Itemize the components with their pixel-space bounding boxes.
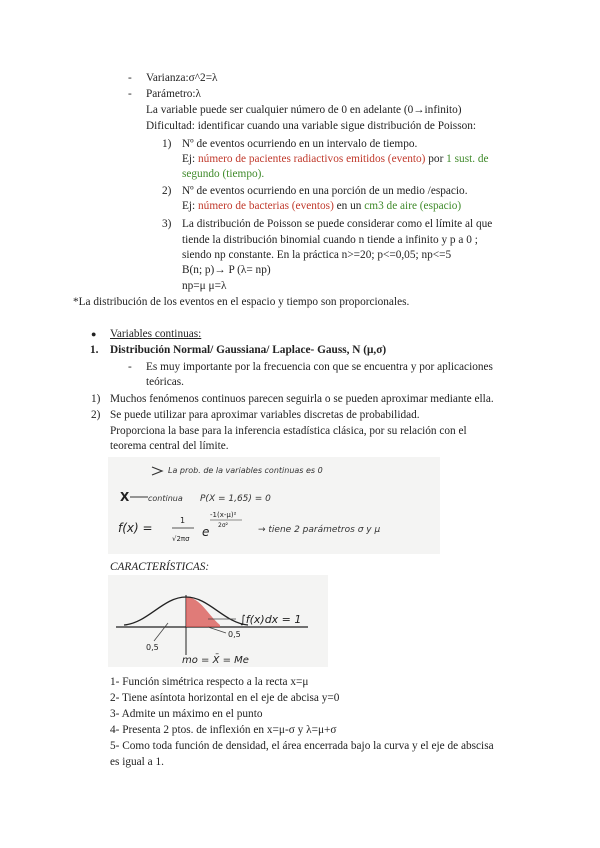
example-prefix: Ej: [182,200,199,212]
list-number: 3) [162,218,172,230]
normal-item-2: Se puede utilizar para aproximar variables discretas de probabilidad. [110,409,420,421]
poisson-item-3-line-3: siendo np constante. En la práctica n>=20; p<=0,05; np<=5 [182,249,452,261]
characteristic-5-line-2: es igual a 1. [110,756,164,768]
hw-text: √2πσ [172,535,190,543]
arrow-icon [152,467,162,475]
variables-continuas-header: Variables continuas: [110,328,202,340]
poisson-item-3-line-2: tiende la distribución binomial cuando n tiende a infinito y p a 0 ; [182,234,478,246]
example-event: número de pacientes radiactivos emitidos (evento) [198,153,426,165]
hw-text: ∫f(x)dx = 1 [240,613,302,626]
hw-text: X [120,490,130,504]
dificultad-text: Dificultad: identificar cuando una variable sigue distribución de Poisson: [146,120,477,132]
normal-item-1: Muchos fenómenos continuos parecen seguirla o se pueden aproximar mediante ella. [110,393,494,405]
poisson-item-3-line-4: B(n; p)→ P (λ= np) [182,264,271,276]
bullet-dash: - [128,72,132,84]
bullet-dash: - [128,88,132,100]
list-number: 2) [91,409,101,421]
characteristic-1: 1- Función simétrica respecto a la recta x=μ [110,676,309,688]
pointer-line [154,623,168,641]
characteristic-5-line-1: 5- Como toda función de densidad, el área encerrada bajo la curva y el eje de abscisa [110,740,494,752]
normal-distribution-heading: Distribución Normal/ Gaussiana/ Laplace- Gauss, N (μ,σ) [110,344,387,356]
hw-text: 0,5 [228,630,241,639]
hw-text: La prob. de la variables continuas es 0 [168,466,323,475]
example-joiner: por [425,153,447,165]
poisson-item-1: Nº de eventos ocurriendo en un intervalo de tiempo. [182,138,418,150]
example-time: 1 sust. de [446,153,489,165]
hw-text: 2σ² [218,522,229,529]
importance-line-1: Es muy importante por la frecuencia con que se encuentra y por aplicaciones [146,361,493,373]
normal-item-2-line-2: Proporciona la base para la inferencia estadística clásica, por su relación con el [110,425,467,437]
hw-text: P(X = 1,65) = 0 [200,494,271,504]
hw-text: e [202,525,210,539]
poisson-item-2-example [182,199,461,214]
poisson-item-3-line-1: La distribución de Poisson se puede considerar como el límite al que [182,218,493,230]
list-number: 1) [91,393,101,405]
hw-text: -1(x-μ)² [210,511,237,519]
handwritten-formula-note [108,457,440,554]
variable-range-text: La variable puede ser cualquier número de 0 en adelante (0→infinito) [146,104,462,116]
poisson-item-3-line-5: np=μ μ=λ [182,280,227,292]
hw-text: → tiene 2 parámetros σ y μ [258,525,381,535]
hw-text: continua [148,494,183,503]
proportional-note: *La distribución de los eventos en el espacio y tiempo son proporcionales. [73,296,410,308]
hw-text: f(x) = [118,521,153,535]
characteristic-2: 2- Tiene asíntota horizontal en el eje de abcisa y=0 [110,692,340,704]
hw-text: mo = X̄ = Me [182,655,249,666]
bell-curve-sketch [108,575,328,667]
bullet-icon: ● [91,329,97,339]
example-event: número de bacterias (eventos) [198,200,334,212]
parametro-line: Parámetro:λ [146,88,202,100]
list-number: 2) [162,185,172,197]
hw-text: 1 [180,516,186,525]
importance-line-2: teóricas. [146,376,184,388]
pointer-line [208,627,226,633]
characteristic-4: 4- Presenta 2 ptos. de inflexión en x=μ-σ y λ=μ+σ [110,724,337,736]
normal-item-2-line-3: teorema central del límite. [110,440,229,452]
example-prefix: Ej: [182,153,199,165]
poisson-item-1-example [182,152,489,167]
example-space: cm3 de aire (espacio) [364,200,462,212]
hw-text: 0,5 [146,643,159,652]
handwritten-formula-svg [108,457,440,554]
example-joiner: en un [333,200,365,212]
poisson-item-1-example-cont: segundo (tiempo). [182,168,265,180]
poisson-item-2: Nº de eventos ocurriendo en una porción de un medio /espacio. [182,185,468,197]
section-number: 1. [90,344,99,356]
bullet-dash: - [128,361,132,373]
varianza-line: Varianza:σ^2=λ [146,72,218,84]
characteristic-3: 3- Admite un máximo en el punto [110,708,263,720]
bell-curve-svg [108,575,328,667]
list-number: 1) [162,138,172,150]
caracteristicas-title: CARACTERÍSTICAS: [110,561,210,573]
